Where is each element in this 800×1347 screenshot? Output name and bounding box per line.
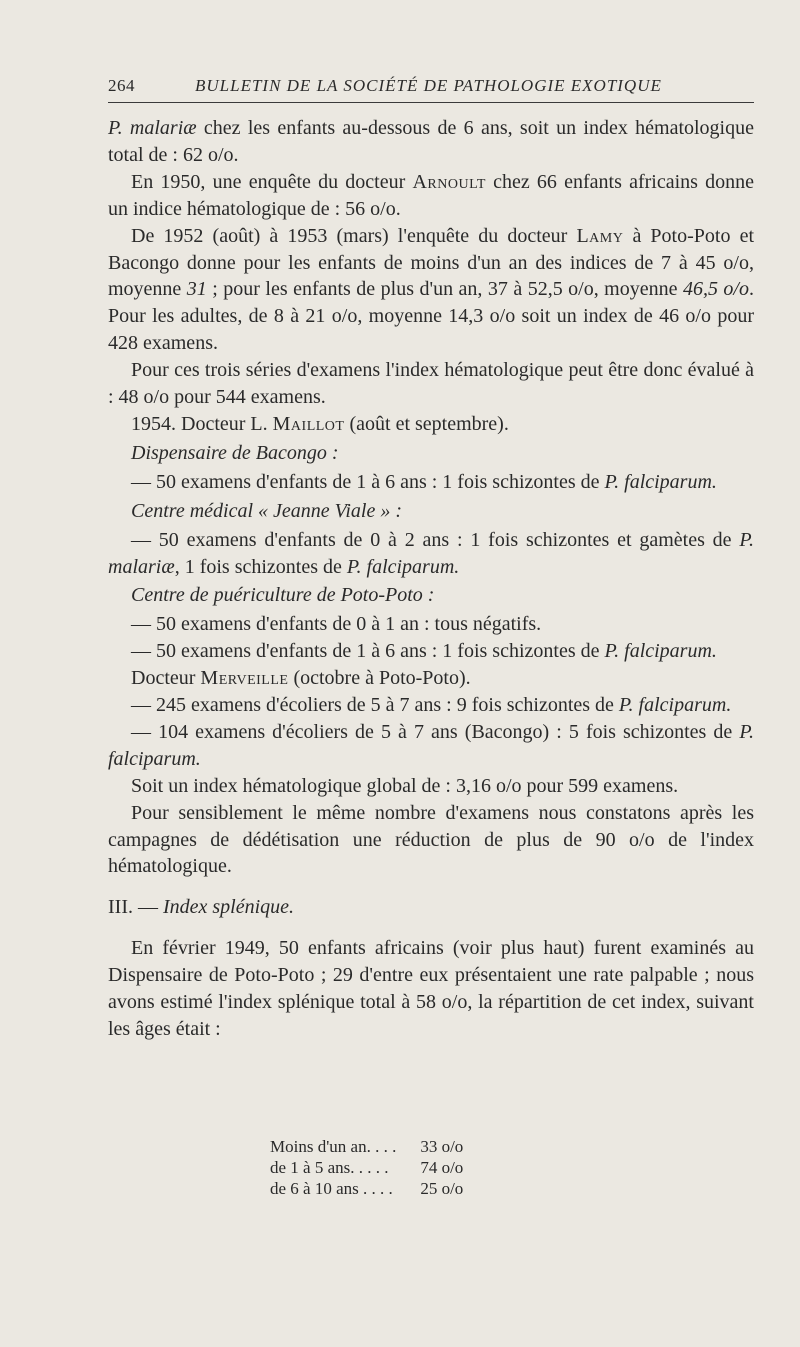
text: (octobre à Poto-Poto). — [288, 667, 471, 690]
index-value: 25 o/o — [420, 1179, 464, 1198]
species-name: P. falciparum. — [618, 694, 732, 717]
text: chez les enfants au-dessous de 6 ans, soit un index hématologique total de : 62 o/o. — [108, 117, 754, 166]
journal-title: BULLETIN DE LA SOCIÉTÉ DE PATHOLOGIE EXOTIQUE — [195, 76, 662, 95]
text: — 104 examens d'écoliers de 5 à 7 ans (Bacongo) : 5 fois schizontes de — [131, 720, 740, 743]
age-label: Moins d'un an. . . . — [270, 1137, 397, 1156]
paragraph — [108, 169, 754, 223]
header-rule — [108, 102, 754, 103]
index-value: 74 o/o — [420, 1158, 464, 1177]
text: . Pour les adultes, de 8 à 21 o/o, moyenne 14,3 o/o soit un index de 46 o/o pour 428 examens. — [108, 278, 754, 355]
species-name: P. malariæ — [108, 117, 197, 139]
body-text — [108, 115, 754, 1043]
subheading-text: Centre de puériculture de Poto-Poto : — [131, 584, 435, 607]
paragraph — [108, 115, 754, 169]
paragraph — [108, 527, 754, 581]
subheading-text: Dispensaire de Bacongo : — [131, 441, 339, 464]
age-distribution-table — [270, 1136, 463, 1199]
subheading — [108, 440, 754, 467]
paragraph: Pour ces trois séries d'examens l'index hématologique peut être donc évalué à : 48 o/o pour 544 examens. — [108, 359, 754, 409]
text: — 50 examens d'enfants de 1 à 6 ans : 1 fois schizontes de — [131, 640, 605, 663]
text: En 1950, une enquête du docteur — [131, 170, 413, 193]
text: 1954. Docteur L. — [131, 412, 273, 435]
text: chez 66 enfants africains donne un indice hématologique de : 56 o/o. — [108, 170, 754, 220]
species-name: P. falciparum. — [108, 720, 754, 770]
table-row — [270, 1157, 463, 1178]
average-value: 31 — [186, 278, 207, 301]
text: — 50 examens d'enfants de 0 à 2 ans : 1 fois schizontes et gamètes de — [131, 528, 740, 551]
paragraph — [108, 719, 754, 773]
author-name: Arnoult — [412, 170, 486, 193]
section-heading — [108, 894, 754, 921]
page-number: 264 — [108, 76, 135, 95]
species-name: P. falciparum. — [604, 640, 717, 663]
index-value: 33 o/o — [420, 1137, 464, 1156]
text: Docteur — [131, 667, 201, 690]
subheading — [108, 582, 754, 609]
author-name: Lamy — [576, 224, 624, 247]
text: , 1 fois schizontes de — [174, 555, 347, 578]
text: à Poto-Poto et Bacongo donne pour les enfants de moins d'un an des indices de 7 à 45 o/o, moyenne — [108, 224, 754, 301]
age-label: de 1 à 5 ans. . . . . — [270, 1158, 389, 1177]
text: ; pour les enfants de plus d'un an, 37 à 52,5 o/o, moyenne — [206, 278, 683, 301]
paragraph — [108, 223, 754, 358]
text: De 1952 (août) à 1953 (mars) l'enquête du docteur — [131, 224, 577, 247]
paragraph: Soit un index hématologique global de : 3,16 o/o pour 599 examens. — [131, 774, 679, 797]
section-number: III. — — [108, 896, 163, 919]
age-label: de 6 à 10 ans . . . . — [270, 1179, 393, 1198]
table-row — [270, 1136, 463, 1157]
species-name: P. malariæ — [108, 528, 754, 578]
paragraph — [108, 469, 754, 496]
table-row — [270, 1178, 463, 1199]
species-name: P. falciparum. — [346, 555, 460, 578]
paragraph: — 50 examens d'enfants de 0 à 1 an : tous négatifs. — [131, 613, 542, 636]
average-value: 46,5 o/o — [682, 278, 749, 301]
paragraph: En février 1949, 50 enfants africains (voir plus haut) furent examinés au Dispensaire de Poto-Poto ; 29 d'entre eux présentaient une rate palpable ; nous avons estimé l'index splénique total à 58 o/o, la répartition de cet index, suivant les âges était : — [108, 937, 754, 1040]
subheading — [108, 498, 754, 525]
paragraph: Pour sensiblement le même nombre d'examens nous constatons après les campagnes de dédétisation une réduction de plus de 90 o/o de l'index hématologique. — [108, 801, 754, 878]
species-name: P. falciparum. — [604, 470, 717, 493]
paragraph — [108, 692, 754, 719]
paragraph — [108, 638, 754, 665]
section-title: Index splénique. — [162, 896, 295, 919]
paragraph — [108, 665, 754, 692]
text: — 50 examens d'enfants de 1 à 6 ans : 1 fois schizontes de — [131, 470, 605, 493]
paragraph — [108, 411, 754, 438]
author-name: Maillot — [272, 412, 345, 435]
text: — 245 examens d'écoliers de 5 à 7 ans : 9 fois schizontes de — [131, 694, 619, 717]
text: (août et septembre). — [344, 412, 509, 435]
subheading-text: Centre médical « Jeanne Viale » : — [131, 499, 403, 522]
author-name: Merveille — [200, 667, 289, 690]
